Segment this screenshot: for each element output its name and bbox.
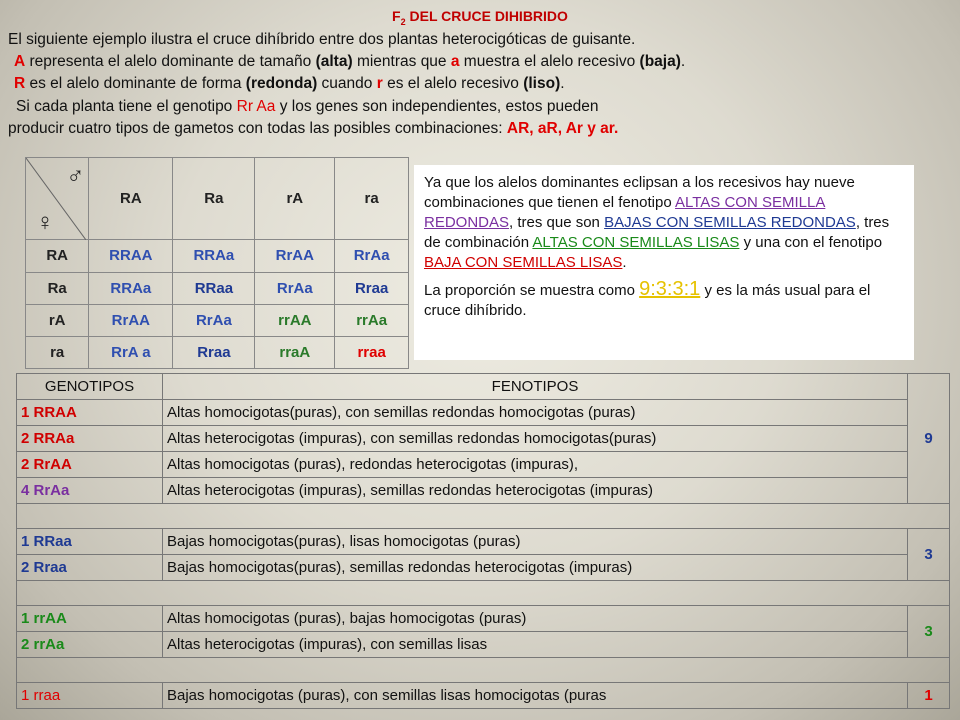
phenotype-cell: Bajas homocigotas (puras), con semillas lisas homocigotas (puras xyxy=(163,683,908,709)
genotype-cell: 1 rrAA xyxy=(17,606,163,632)
punnett-cell: rrAA xyxy=(255,304,335,336)
ratio-paragraph: La proporción se muestra como 9:3:3:1 y es la más usual para el cruce dihíbrido. xyxy=(424,278,871,319)
table-row xyxy=(17,426,950,452)
intro-line-5: producir cuatro tipos de gametos con todas las posibles combinaciones: AR, aR, Ar y ar. xyxy=(8,120,619,137)
table-row xyxy=(17,529,950,555)
spacer-row xyxy=(17,658,950,683)
punnett-cell: RRAa xyxy=(89,272,173,304)
table-row xyxy=(17,452,950,478)
punnett-cell: RRAa xyxy=(173,240,255,272)
punnett-cell: Rraa xyxy=(173,336,255,368)
genotype-table xyxy=(16,373,950,709)
col-header: rA xyxy=(255,158,335,240)
table-row xyxy=(17,555,950,581)
count-cell: 1 xyxy=(908,683,950,709)
punnett-corner xyxy=(26,158,89,240)
count-cell: 9 xyxy=(908,374,950,504)
phenotype-cell: Altas heterocigotas (impuras), semillas redondas heterocigotas (impuras) xyxy=(163,478,908,504)
punnett-cell: RrAa xyxy=(255,272,335,304)
table-row xyxy=(17,683,950,709)
phenotype-cell: Altas heterocigotas (impuras), con semillas lisas xyxy=(163,632,908,658)
intro-line-3: R es el alelo dominante de forma (redonda) cuando r es el alelo recesivo (liso). xyxy=(14,75,565,92)
header-genotipos: GENOTIPOS xyxy=(17,374,163,400)
female-symbol-icon: ♀ xyxy=(36,209,54,237)
col-header: RA xyxy=(89,158,173,240)
table-row xyxy=(17,400,950,426)
spacer-row xyxy=(17,581,950,606)
phenotype-cell: Altas homocigotas(puras), con semillas redondas homocigotas (puras) xyxy=(163,400,908,426)
punnett-cell: RrAa xyxy=(335,240,409,272)
explanation-box xyxy=(414,165,914,360)
spacer-row xyxy=(17,504,950,529)
genotype-cell: 2 RRAa xyxy=(17,426,163,452)
genotype-cell: 2 RrAA xyxy=(17,452,163,478)
punnett-cell: RRaa xyxy=(173,272,255,304)
punnett-cell: rrAa xyxy=(335,304,409,336)
genotype-cell: 4 RrAa xyxy=(17,478,163,504)
genotype-cell: 1 RRAA xyxy=(17,400,163,426)
table-row xyxy=(17,606,950,632)
row-header: RA xyxy=(26,240,89,272)
count-cell: 3 xyxy=(908,529,950,581)
punnett-cell: RrAA xyxy=(89,304,173,336)
explanation-paragraph: Ya que los alelos dominantes eclipsan a los recesivos hay nueve combinaciones que tienen el fenotipo ALTAS CON SEMILLA REDONDAS, tres que son BAJAS CON SEMILLAS REDONDAS, tres de combinación ALTAS CON SEMILLAS LISAS y una con el fenotipo BAJA CON SEMILLAS LISAS. xyxy=(424,174,890,271)
punnett-cell: RrAA xyxy=(255,240,335,272)
intro-line-1: El siguiente ejemplo ilustra el cruce dihíbrido entre dos plantas heterocigóticas de guisante. xyxy=(8,31,636,48)
genotype-cell: 1 RRaa xyxy=(17,529,163,555)
table-row xyxy=(17,632,950,658)
intro-line-4: Si cada planta tiene el genotipo Rr Aa y los genes son independientes, estos pueden xyxy=(16,98,599,115)
phenotype-cell: Bajas homocigotas(puras), lisas homocigotas (puras) xyxy=(163,529,908,555)
genotype-cell: 1 rraa xyxy=(17,683,163,709)
table-row xyxy=(17,478,950,504)
punnett-cell: RrAa xyxy=(173,304,255,336)
count-cell: 3 xyxy=(908,606,950,658)
punnett-cell: Rraa xyxy=(335,272,409,304)
genotype-cell: 2 rrAa xyxy=(17,632,163,658)
punnett-cell: RRAA xyxy=(89,240,173,272)
col-header: Ra xyxy=(173,158,255,240)
header-fenotipos: FENOTIPOS xyxy=(163,374,908,400)
row-header: Ra xyxy=(26,272,89,304)
genotype-cell: 2 Rraa xyxy=(17,555,163,581)
col-header: ra xyxy=(335,158,409,240)
phenotype-cell: Bajas homocigotas(puras), semillas redondas heterocigotas (impuras) xyxy=(163,555,908,581)
row-header: ra xyxy=(26,336,89,368)
punnett-cell: rraA xyxy=(255,336,335,368)
row-header: rA xyxy=(26,304,89,336)
phenotype-cell: Altas homocigotas (puras), bajas homocigotas (puras) xyxy=(163,606,908,632)
punnett-square xyxy=(25,157,409,369)
punnett-cell: RrA a xyxy=(89,336,173,368)
phenotype-cell: Altas homocigotas (puras), redondas heterocigotas (impuras), xyxy=(163,452,908,478)
punnett-cell: rraa xyxy=(335,336,409,368)
page-title: $F_2$ DEL CRUCE DIHIBRIDO xyxy=(392,8,568,27)
phenotype-cell: Altas heterocigotas (impuras), con semillas redondas homocigotas(puras) xyxy=(163,426,908,452)
male-symbol-icon: ♂ xyxy=(66,162,85,189)
intro-line-2: A representa el alelo dominante de tamaño (alta) mientras que a muestra el alelo recesivo (baja). xyxy=(14,53,686,70)
